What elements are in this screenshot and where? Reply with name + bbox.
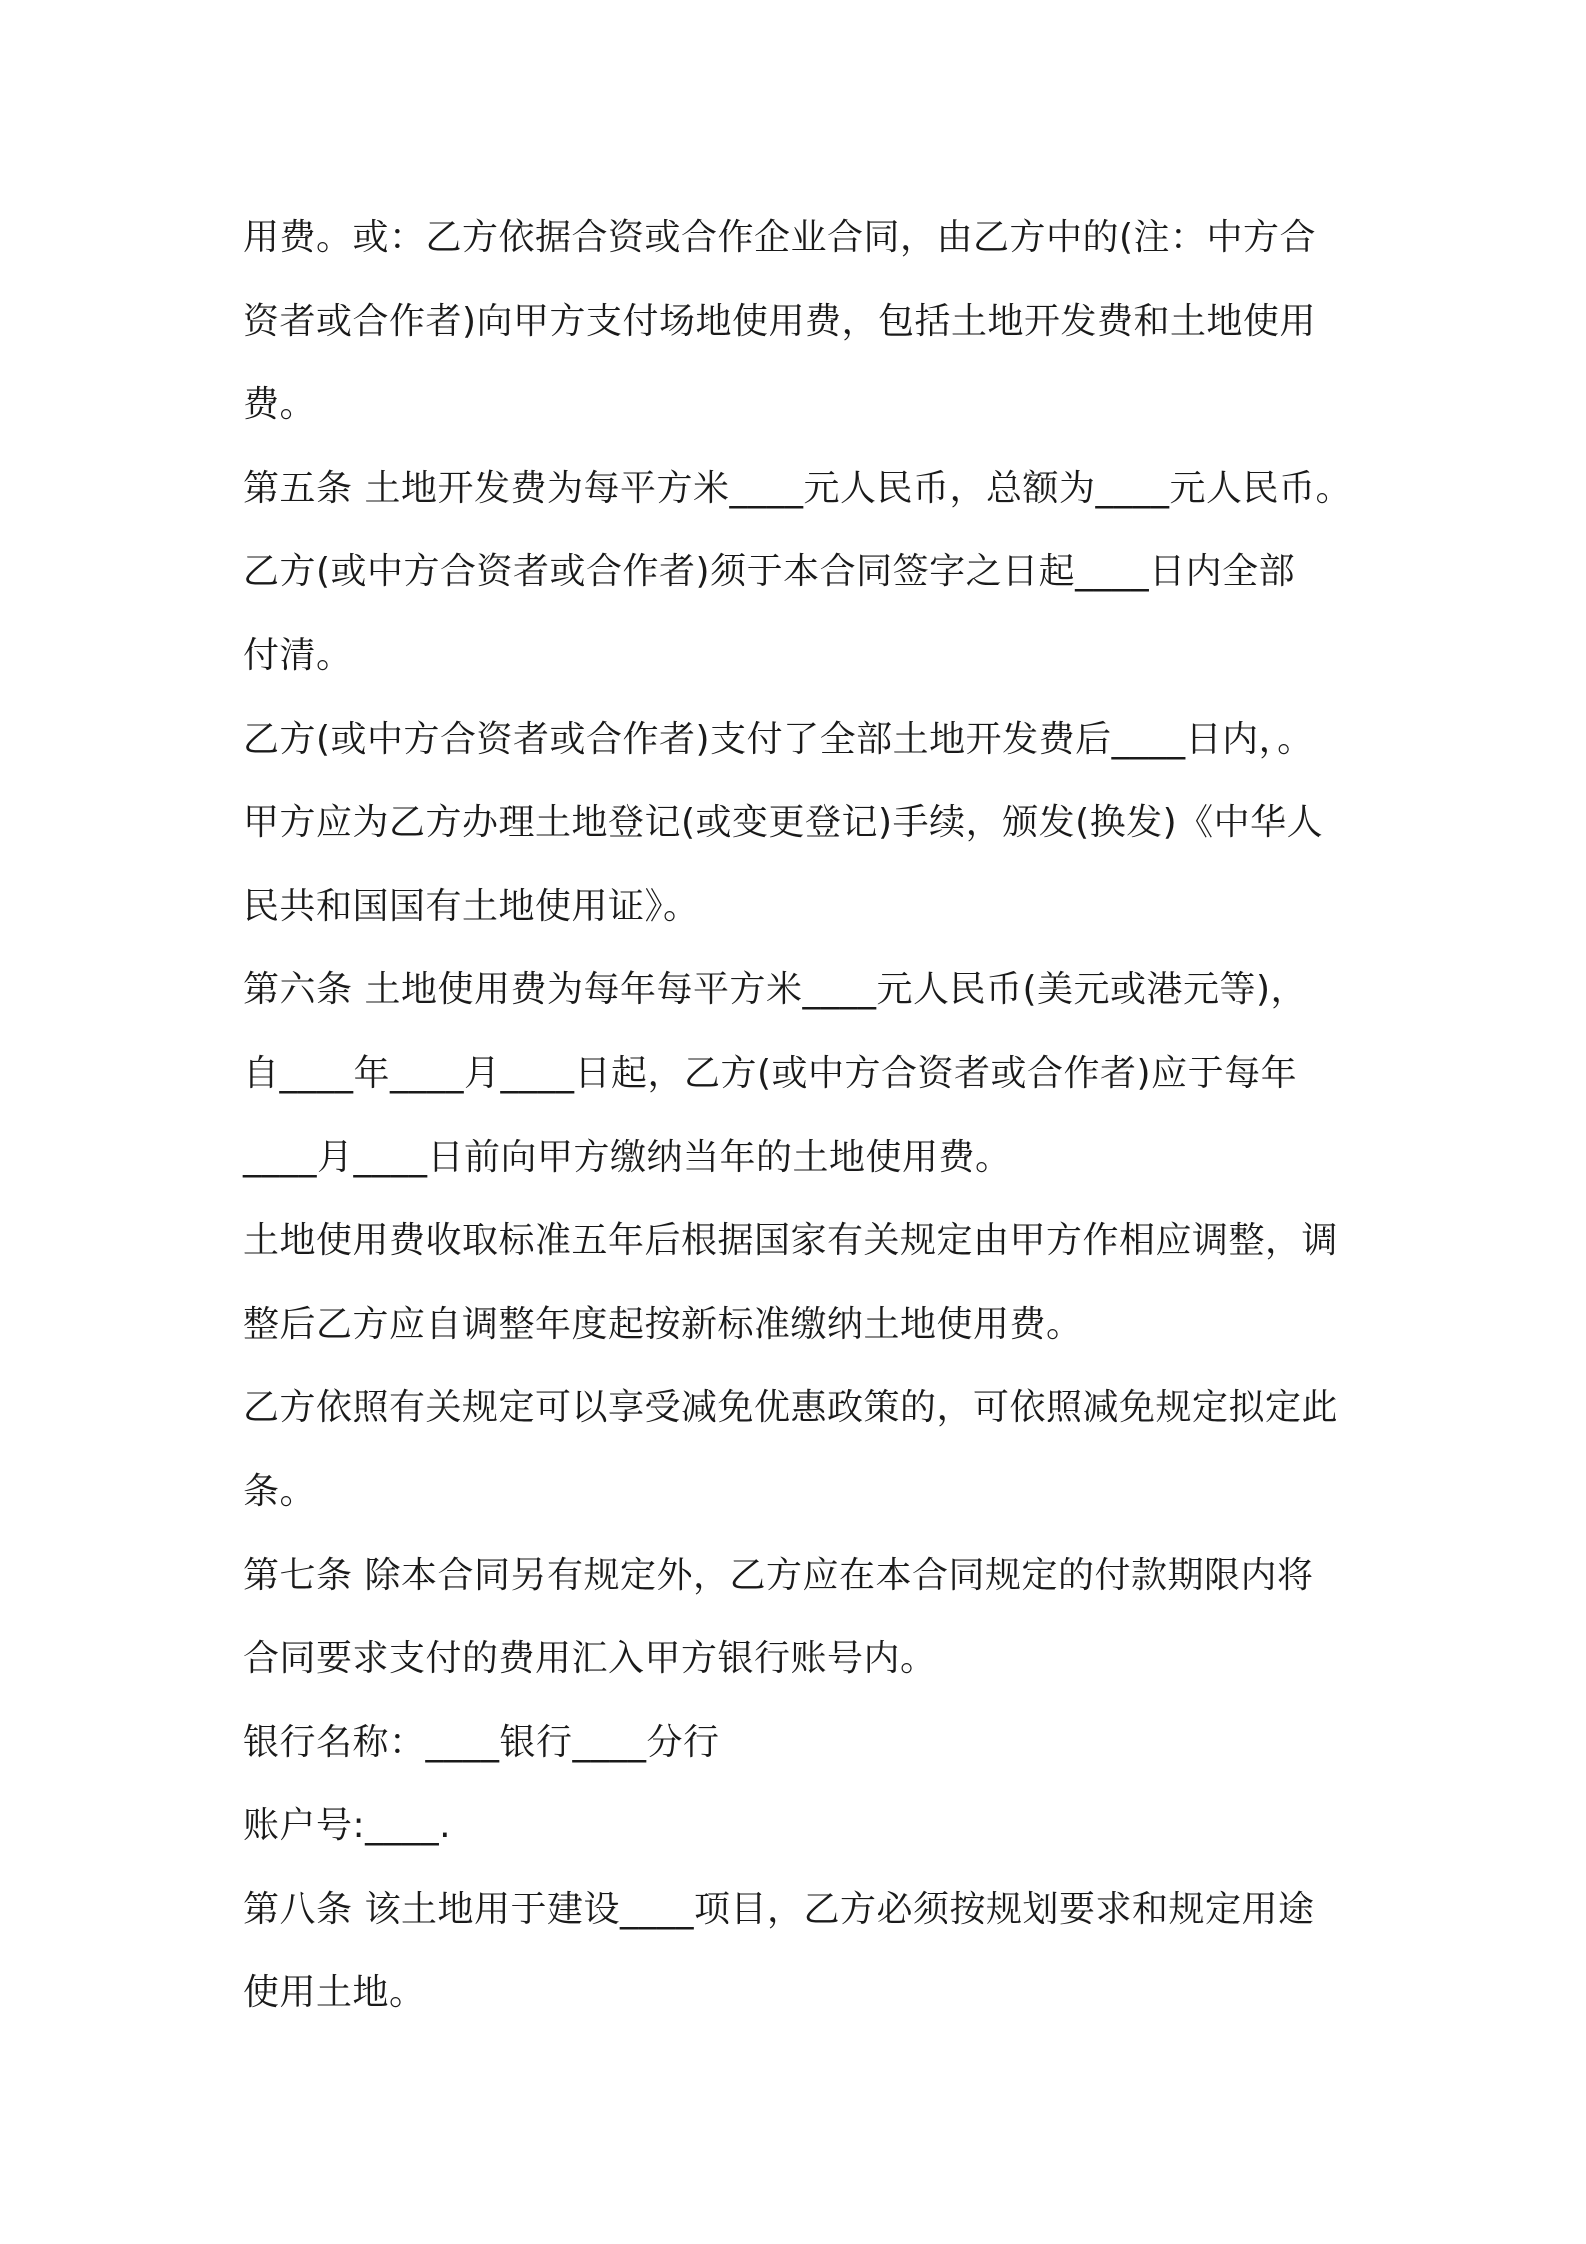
article-7-heading-line: 第七条 除本合同另有规定外，乙方应在本合同规定的付款期限内将 bbox=[243, 1554, 1314, 1596]
text-line: 整后乙方应自调整年度起按新标准缴纳土地使用费。 bbox=[243, 1303, 1083, 1345]
contract-body bbox=[243, 196, 1373, 2035]
text-line: 条。 bbox=[243, 1470, 317, 1512]
text-line: 乙方(或中方合资者或合作者)须于本合同签字之日起____日内全部 bbox=[243, 551, 1296, 593]
text-line: 使用土地。 bbox=[243, 1972, 426, 2014]
text-line: ____月____日前向甲方缴纳当年的土地使用费。 bbox=[243, 1136, 1012, 1178]
article-6-heading-line: 第六条 土地使用费为每年每平方米____元人民币(美元或港元等)， bbox=[243, 969, 1308, 1011]
text-line: 付清。 bbox=[243, 634, 353, 676]
text-line: 费。 bbox=[243, 384, 317, 426]
text-line: 乙方(或中方合资者或合作者)支付了全部土地开发费后____日内，。 bbox=[243, 718, 1314, 760]
article-5-heading-line: 第五条 土地开发费为每平方米____元人民币，总额为____元人民币。 bbox=[243, 467, 1352, 509]
text-line: 乙方依照有关规定可以享受减免优惠政策的，可依照减免规定拟定此 bbox=[243, 1387, 1339, 1429]
text-line: 资者或合作者)向甲方支付场地使用费，包括土地开发费和土地使用 bbox=[243, 300, 1317, 342]
text-line: 合同要求支付的费用汇入甲方银行账号内。 bbox=[243, 1638, 937, 1680]
text-line: 甲方应为乙方办理土地登记(或变更登记)手续，颁发(换发)《中华人 bbox=[243, 802, 1324, 844]
text-line: 用费。或：乙方依据合资或合作企业合同，由乙方中的(注：中方合 bbox=[243, 217, 1317, 258]
article-8-heading-line: 第八条 该土地用于建设____项目，乙方必须按规划要求和规定用途 bbox=[243, 1888, 1315, 1930]
text-line: 土地使用费收取标准五年后根据国家有关规定由甲方作相应调整，调 bbox=[243, 1220, 1339, 1262]
text-line: 自____年____月____日起，乙方(或中方合资者或合作者)应于每年 bbox=[243, 1052, 1298, 1094]
bank-name-line: 银行名称：____银行____分行 bbox=[243, 1721, 720, 1763]
text-line: 民共和国国有土地使用证》。 bbox=[243, 885, 700, 927]
account-number-line: 账户号:____. bbox=[243, 1805, 452, 1847]
